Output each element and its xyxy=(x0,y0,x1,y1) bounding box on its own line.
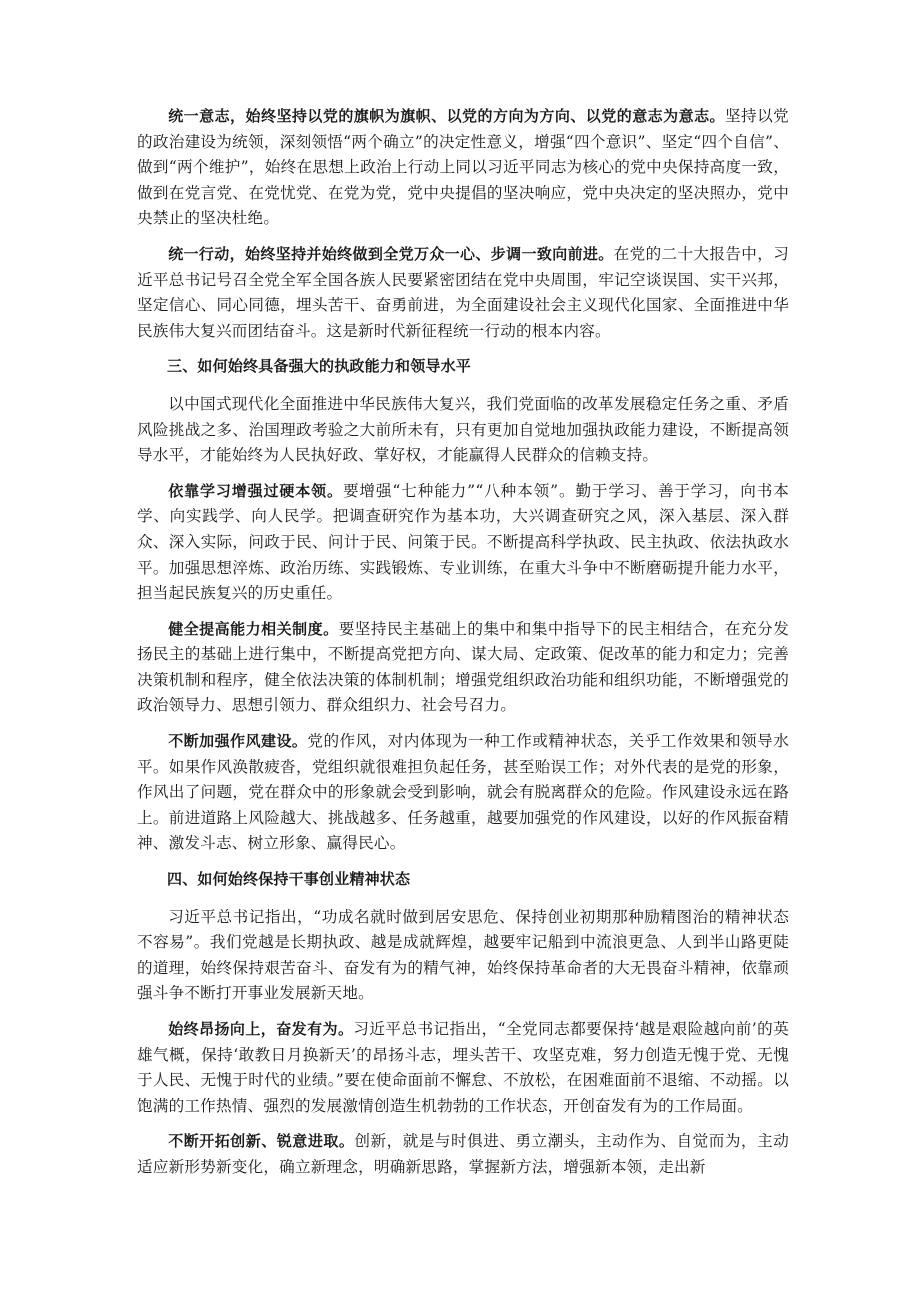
paragraph xyxy=(137,479,789,607)
section-heading: 四、如何始终保持干事创业精神状态 xyxy=(167,870,411,889)
paragraph-lead: 依靠学习增强过硬本领。 xyxy=(168,481,343,500)
paragraph xyxy=(137,617,789,719)
section-heading: 三、如何始终具备强大的执政能力和领导水平 xyxy=(167,357,472,376)
paragraph xyxy=(137,905,789,1007)
paragraph-text: 在党的二十大报告中，习近平总书记号召全党全军全国各族人民要紧密团结在党中央周围，牢记空谈误国、实干兴邦，坚定信心、同心同德，埋头苦干、奋勇前进，为全面建设社会主义现代化国家、全面推进中华民族伟大复兴而团结奋斗。这是新时代新征程统一行动的根本内容。 xyxy=(137,244,789,340)
paragraph-lead: 不断加强作风建设。 xyxy=(168,732,308,751)
paragraph xyxy=(137,1017,789,1119)
paragraph-lead: 始终昂扬向上，奋发有为。 xyxy=(168,1020,354,1038)
paragraph xyxy=(137,1129,789,1180)
paragraph-text: 要坚持民主基础上的集中和集中指导下的民主相结合，在充分发扬民主的基础上进行集中，不断提高党把方向、谋大局、定政策、促改革的能力和定力；完善决策机制和程序，健全依法决策的体制机制；增强党组织政治功能和组织功能，不断增强党的政治领导力、思想引领力、群众组织力、社会号召力。 xyxy=(137,619,789,715)
paragraph-text: 坚持以党的政治建设为统领，深刻领悟“两个确立”的决定性意义，增强“四个意识”、坚定“四个自信”、做到“两个维护”，始终在思想上政治上行动上同以习近平同志为核心的党中央保持高度一致，做到在党言党、在党忧党、在党为党，党中央提倡的坚决响应，党中央决定的坚决照办，党中央禁止的坚决杜绝。 xyxy=(137,107,789,228)
paragraph xyxy=(137,104,789,232)
paragraph xyxy=(137,729,789,857)
paragraph-lead: 统一意志，始终坚持以党的旗帜为旗帜、以党的方向为方向、以党的意志为意志。 xyxy=(168,107,725,125)
paragraph xyxy=(137,392,789,469)
paragraph-lead: 健全提高能力相关制度。 xyxy=(168,619,339,638)
paragraph-lead: 统一行动，始终坚持并始终做到全党万众一心、步调一致向前进。 xyxy=(168,244,614,263)
paragraph-text: 党的作风，对内体现为一种工作或精神状态，关乎工作效果和领导水平。如果作风涣散疲沓，党组织就很难担负起任务，甚至贻误工作；对外代表的是党的形象，作风出了问题，党在群众中的形象就会受到影响，就会有脱离群众的危险。作风建设永远在路上。前进道路上风险越大、挑战越多、任务越重，越要加强党的作风建设，以好的作风振奋精神、激发斗志、树立形象、赢得民心。 xyxy=(137,732,789,853)
paragraph-text: 习近平总书记指出，“全党同志都要保持‘越是艰险越向前’的英雄气概，保持‘敢教日月换新天’的昂扬斗志，埋头苦干、攻坚克难，努力创造无愧于党、无愧于人民、无愧于时代的业绩。”要在使命面前不懈怠、不放松，在困难面前不退缩、不动摇。以饱满的工作热情、强烈的发展激情创造生机勃勃的工作状态，开创奋发有为的工作局面。 xyxy=(137,1020,789,1115)
document-page xyxy=(137,104,789,1191)
paragraph-text: 习近平总书记指出，“功成名就时做到居安思危、保持创业初期那种励精图治的精神状态不容易”。我们党越是长期执政、越是成就辉煌，越要牢记船到中流浪更急、人到半山路更陡的道理，始终保持艰苦奋斗、奋发有为的精气神，始终保持革命者的大无畏奋斗精神，依靠顽强斗争不断打开事业发展新天地。 xyxy=(137,907,789,1003)
paragraph-text: 创新，就是与时俱进、勇立潮头，主动作为、自觉而为，主动适应新形势新变化，确立新理念，明确新思路，掌握新方法，增强新本领，走出新 xyxy=(137,1132,789,1176)
paragraph-lead: 不断开拓创新、锐意进取。 xyxy=(168,1132,355,1151)
paragraph-text: 要增强“七种能力”“八种本领”。勤于学习、善于学习，向书本学、向实践学、向人民学。把调查研究作为基本功，大兴调查研究之风，深入基层、深入群众、深入实际，问政于民、问计于民、问策于民。不断提高科学执政、民主执政、依法执政水平。加强思想淬炼、政治历练、实践锻炼、专业训练，在重大斗争中不断磨砺提升能力水平，担当起民族复兴的历史重任。 xyxy=(137,481,789,603)
paragraph-text: 以中国式现代化全面推进中华民族伟大复兴，我们党面临的改革发展稳定任务之重、矛盾风险挑战之多、治国理政考验之大前所未有，只有更加自觉地加强执政能力建设，不断提高领导水平，才能始终为人民执好政、掌好权，才能赢得人民群众的信赖支持。 xyxy=(137,394,789,465)
paragraph xyxy=(137,242,789,344)
